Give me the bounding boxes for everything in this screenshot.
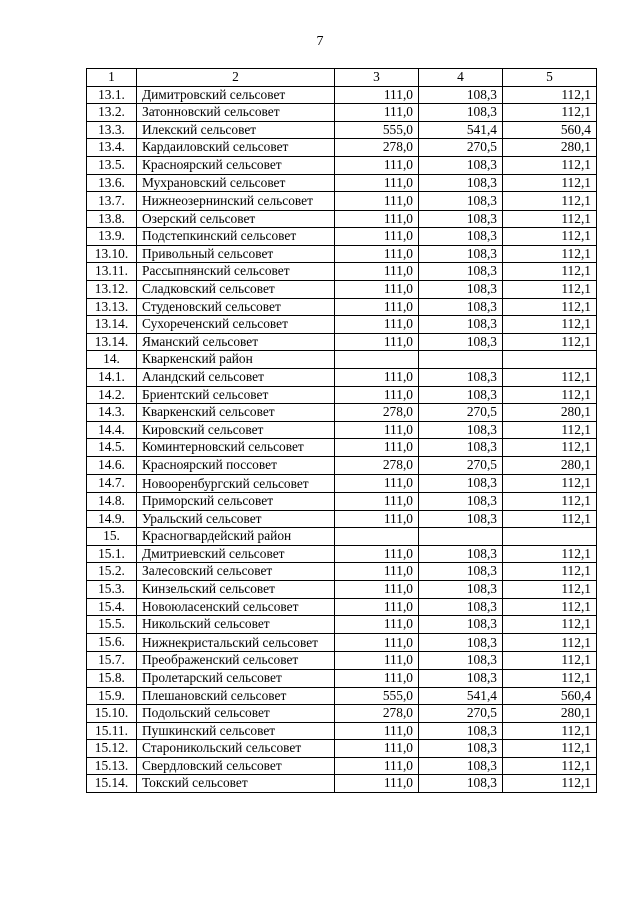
row-value-col3-cell: 111,0 <box>335 174 419 192</box>
row-value-col5-cell: 112,1 <box>503 174 597 192</box>
row-value-col5-cell: 280,1 <box>503 705 597 723</box>
row-value-col5-cell: 112,1 <box>503 104 597 122</box>
row-value-col5-cell: 112,1 <box>503 493 597 511</box>
row-name-cell: Токский сельсовет <box>137 775 335 793</box>
table-row <box>87 545 597 563</box>
table-row <box>87 687 597 705</box>
row-value-col4-cell: 108,3 <box>419 757 503 775</box>
row-value-col3-cell: 278,0 <box>335 705 419 723</box>
row-number-cell: 13.14. <box>87 333 137 351</box>
row-value-col3-cell: 111,0 <box>335 228 419 246</box>
row-value-col5-cell: 112,1 <box>503 298 597 316</box>
table-row <box>87 316 597 334</box>
row-number-cell: 15.7. <box>87 652 137 670</box>
row-value-col4-cell: 270,5 <box>419 705 503 723</box>
row-number-cell: 14.7. <box>87 474 137 493</box>
table-row <box>87 174 597 192</box>
row-name-cell: Красногвардейский район <box>137 528 335 546</box>
row-name-cell: Плешановский сельсовет <box>137 687 335 705</box>
table-row <box>87 386 597 404</box>
table-row <box>87 156 597 174</box>
row-number-cell: 13.11. <box>87 263 137 281</box>
row-value-col3-cell: 111,0 <box>335 245 419 263</box>
row-value-col5-cell: 112,1 <box>503 86 597 104</box>
table-row <box>87 528 597 546</box>
row-value-col3-cell: 111,0 <box>335 298 419 316</box>
table-row <box>87 581 597 599</box>
row-number-cell: 15.10. <box>87 705 137 723</box>
row-name-cell: Кваркенский сельсовет <box>137 404 335 422</box>
table-row <box>87 404 597 422</box>
row-value-col3-cell: 111,0 <box>335 474 419 493</box>
row-value-col4-cell: 108,3 <box>419 386 503 404</box>
row-number-cell: 14.5. <box>87 439 137 457</box>
row-value-col5-cell: 112,1 <box>503 616 597 634</box>
row-value-col4-cell: 541,4 <box>419 687 503 705</box>
row-number-cell: 13.14. <box>87 316 137 334</box>
row-name-cell: Красноярский поссовет <box>137 456 335 474</box>
table-row <box>87 474 597 493</box>
table-row <box>87 421 597 439</box>
table-header-row <box>87 69 597 87</box>
row-value-col4-cell: 270,5 <box>419 456 503 474</box>
row-name-cell: Староникольский сельсовет <box>137 740 335 758</box>
row-name-cell: Кваркенский район <box>137 351 335 369</box>
row-value-col4-cell: 108,3 <box>419 775 503 793</box>
row-value-col3-cell: 111,0 <box>335 775 419 793</box>
row-value-col5-cell: 112,1 <box>503 228 597 246</box>
row-number-cell: 14.2. <box>87 386 137 404</box>
row-value-col3-cell: 111,0 <box>335 210 419 228</box>
row-number-cell: 15.8. <box>87 669 137 687</box>
column-header: 4 <box>419 69 503 87</box>
row-number-cell: 15.2. <box>87 563 137 581</box>
row-name-cell: Илекский сельсовет <box>137 121 335 139</box>
row-name-cell: Новоюласенский сельсовет <box>137 598 335 616</box>
row-value-col4-cell: 270,5 <box>419 404 503 422</box>
row-value-col5-cell: 280,1 <box>503 404 597 422</box>
row-value-col5-cell: 112,1 <box>503 369 597 387</box>
table-row <box>87 563 597 581</box>
row-name-cell: Свердловский сельсовет <box>137 757 335 775</box>
row-value-col5-cell: 112,1 <box>503 210 597 228</box>
table-row <box>87 652 597 670</box>
row-value-col4-cell: 108,3 <box>419 156 503 174</box>
row-value-col4-cell: 108,3 <box>419 510 503 528</box>
row-value-col4-cell: 108,3 <box>419 598 503 616</box>
row-value-col4-cell: 108,3 <box>419 281 503 299</box>
row-value-col4-cell: 108,3 <box>419 86 503 104</box>
page-number: 7 <box>316 34 324 49</box>
row-value-col4-cell <box>419 351 503 369</box>
row-value-col5-cell: 112,1 <box>503 510 597 528</box>
table-row <box>87 192 597 211</box>
row-value-col5-cell: 112,1 <box>503 474 597 493</box>
row-value-col4-cell: 108,3 <box>419 298 503 316</box>
row-name-cell: Пролетарский сельсовет <box>137 669 335 687</box>
row-number-cell: 15.4. <box>87 598 137 616</box>
row-number-cell: 14. <box>87 351 137 369</box>
row-number-cell: 14.9. <box>87 510 137 528</box>
row-value-col3-cell: 111,0 <box>335 316 419 334</box>
row-number-cell: 14.4. <box>87 421 137 439</box>
row-number-cell: 15.14. <box>87 775 137 793</box>
row-value-col3-cell: 111,0 <box>335 281 419 299</box>
row-name-cell: Затонновский сельсовет <box>137 104 335 122</box>
row-name-cell: Нижнеозернинский сельсовет <box>137 192 335 211</box>
row-number-cell: 15. <box>87 528 137 546</box>
row-number-cell: 14.3. <box>87 404 137 422</box>
row-name-cell: Яманский сельсовет <box>137 333 335 351</box>
row-value-col4-cell: 108,3 <box>419 616 503 634</box>
row-number-cell: 13.9. <box>87 228 137 246</box>
row-value-col5-cell: 112,1 <box>503 633 597 652</box>
row-number-cell: 13.6. <box>87 174 137 192</box>
row-name-cell: Никольский сельсовет <box>137 616 335 634</box>
row-name-cell: Нижнекристальский сельсовет <box>137 633 335 652</box>
row-value-col5-cell: 112,1 <box>503 333 597 351</box>
row-value-col4-cell: 108,3 <box>419 192 503 211</box>
row-value-col5-cell: 112,1 <box>503 281 597 299</box>
row-value-col4-cell: 108,3 <box>419 104 503 122</box>
row-value-col3-cell: 111,0 <box>335 333 419 351</box>
row-value-col5-cell: 112,1 <box>503 563 597 581</box>
row-name-cell: Дмитриевский сельсовет <box>137 545 335 563</box>
row-value-col3-cell: 111,0 <box>335 616 419 634</box>
row-value-col3-cell: 111,0 <box>335 369 419 387</box>
row-value-col4-cell: 108,3 <box>419 493 503 511</box>
row-value-col3-cell: 278,0 <box>335 139 419 157</box>
row-number-cell: 13.1. <box>87 86 137 104</box>
row-value-col5-cell: 112,1 <box>503 316 597 334</box>
row-value-col5-cell: 112,1 <box>503 545 597 563</box>
table-row <box>87 740 597 758</box>
row-name-cell: Пушкинский сельсовет <box>137 722 335 740</box>
row-value-col3-cell: 111,0 <box>335 192 419 211</box>
table-row <box>87 633 597 652</box>
row-value-col3-cell: 278,0 <box>335 456 419 474</box>
row-value-col5-cell: 112,1 <box>503 263 597 281</box>
row-value-col3-cell: 111,0 <box>335 156 419 174</box>
column-header: 2 <box>137 69 335 87</box>
row-name-cell: Кировский сельсовет <box>137 421 335 439</box>
row-value-col4-cell: 108,3 <box>419 439 503 457</box>
row-value-col3-cell: 111,0 <box>335 652 419 670</box>
row-value-col3-cell: 555,0 <box>335 687 419 705</box>
table-row <box>87 669 597 687</box>
row-value-col3-cell: 111,0 <box>335 386 419 404</box>
row-value-col3-cell <box>335 351 419 369</box>
row-value-col3-cell: 111,0 <box>335 563 419 581</box>
row-number-cell: 13.8. <box>87 210 137 228</box>
table-row <box>87 757 597 775</box>
row-value-col5-cell: 280,1 <box>503 456 597 474</box>
row-value-col4-cell: 108,3 <box>419 722 503 740</box>
row-number-cell: 14.6. <box>87 456 137 474</box>
row-number-cell: 13.10. <box>87 245 137 263</box>
row-number-cell: 15.13. <box>87 757 137 775</box>
row-value-col4-cell <box>419 528 503 546</box>
table-row <box>87 210 597 228</box>
row-value-col3-cell: 111,0 <box>335 669 419 687</box>
row-value-col4-cell: 108,3 <box>419 474 503 493</box>
row-name-cell: Привольный сельсовет <box>137 245 335 263</box>
table-row <box>87 493 597 511</box>
row-value-col4-cell: 108,3 <box>419 245 503 263</box>
row-value-col3-cell: 111,0 <box>335 421 419 439</box>
row-number-cell: 13.4. <box>87 139 137 157</box>
table-row <box>87 245 597 263</box>
row-name-cell: Рассыпнянский сельсовет <box>137 263 335 281</box>
row-number-cell: 13.2. <box>87 104 137 122</box>
row-value-col3-cell: 111,0 <box>335 104 419 122</box>
row-value-col5-cell: 280,1 <box>503 139 597 157</box>
table-row <box>87 281 597 299</box>
table-row <box>87 333 597 351</box>
row-value-col3-cell: 111,0 <box>335 581 419 599</box>
row-value-col5-cell: 112,1 <box>503 652 597 670</box>
row-value-col5-cell: 560,4 <box>503 121 597 139</box>
row-value-col5-cell: 112,1 <box>503 581 597 599</box>
row-value-col4-cell: 108,3 <box>419 652 503 670</box>
row-value-col5-cell: 112,1 <box>503 386 597 404</box>
row-value-col3-cell <box>335 528 419 546</box>
row-name-cell: Аландский сельсовет <box>137 369 335 387</box>
row-value-col5-cell: 112,1 <box>503 156 597 174</box>
row-number-cell: 15.9. <box>87 687 137 705</box>
row-name-cell: Мухрановский сельсовет <box>137 174 335 192</box>
row-value-col5-cell: 112,1 <box>503 192 597 211</box>
row-name-cell: Подольский сельсовет <box>137 705 335 723</box>
row-value-col3-cell: 111,0 <box>335 493 419 511</box>
row-value-col5-cell: 112,1 <box>503 439 597 457</box>
row-value-col4-cell: 108,3 <box>419 333 503 351</box>
row-value-col3-cell: 278,0 <box>335 404 419 422</box>
row-value-col5-cell: 112,1 <box>503 245 597 263</box>
row-name-cell: Преображенский сельсовет <box>137 652 335 670</box>
row-name-cell: Приморский сельсовет <box>137 493 335 511</box>
row-value-col4-cell: 108,3 <box>419 421 503 439</box>
row-number-cell: 13.7. <box>87 192 137 211</box>
table-row <box>87 86 597 104</box>
row-value-col4-cell: 108,3 <box>419 228 503 246</box>
row-name-cell: Димитровский сельсовет <box>137 86 335 104</box>
table-row <box>87 139 597 157</box>
column-header: 3 <box>335 69 419 87</box>
table-row <box>87 104 597 122</box>
row-number-cell: 14.1. <box>87 369 137 387</box>
row-number-cell: 15.5. <box>87 616 137 634</box>
row-value-col4-cell: 108,3 <box>419 263 503 281</box>
table-row <box>87 775 597 793</box>
row-value-col4-cell: 108,3 <box>419 740 503 758</box>
table-row <box>87 705 597 723</box>
row-value-col5-cell: 112,1 <box>503 598 597 616</box>
row-name-cell: Студеновский сельсовет <box>137 298 335 316</box>
row-value-col3-cell: 111,0 <box>335 439 419 457</box>
table-row <box>87 439 597 457</box>
table-row <box>87 598 597 616</box>
row-value-col3-cell: 555,0 <box>335 121 419 139</box>
row-name-cell: Красноярский сельсовет <box>137 156 335 174</box>
row-number-cell: 15.3. <box>87 581 137 599</box>
table-row <box>87 121 597 139</box>
table-body <box>87 69 597 793</box>
row-number-cell: 15.12. <box>87 740 137 758</box>
row-value-col3-cell: 111,0 <box>335 633 419 652</box>
row-name-cell: Уральский сельсовет <box>137 510 335 528</box>
row-value-col3-cell: 111,0 <box>335 598 419 616</box>
row-number-cell: 15.11. <box>87 722 137 740</box>
table-row <box>87 351 597 369</box>
row-value-col3-cell: 111,0 <box>335 545 419 563</box>
row-value-col4-cell: 108,3 <box>419 174 503 192</box>
row-value-col5-cell: 112,1 <box>503 421 597 439</box>
row-number-cell: 13.3. <box>87 121 137 139</box>
row-number-cell: 13.12. <box>87 281 137 299</box>
row-name-cell: Сладковский сельсовет <box>137 281 335 299</box>
table-row <box>87 298 597 316</box>
row-value-col5-cell: 112,1 <box>503 669 597 687</box>
table-row <box>87 722 597 740</box>
row-value-col4-cell: 108,3 <box>419 210 503 228</box>
table-row <box>87 456 597 474</box>
row-value-col4-cell: 270,5 <box>419 139 503 157</box>
row-value-col5-cell: 112,1 <box>503 722 597 740</box>
row-value-col4-cell: 108,3 <box>419 633 503 652</box>
row-value-col3-cell: 111,0 <box>335 86 419 104</box>
row-number-cell: 15.6. <box>87 633 137 652</box>
row-value-col3-cell: 111,0 <box>335 263 419 281</box>
row-name-cell: Кардаиловский сельсовет <box>137 139 335 157</box>
row-value-col4-cell: 108,3 <box>419 316 503 334</box>
row-value-col3-cell: 111,0 <box>335 740 419 758</box>
table-row <box>87 263 597 281</box>
row-value-col5-cell: 112,1 <box>503 740 597 758</box>
table-row <box>87 369 597 387</box>
row-name-cell: Кинзельский сельсовет <box>137 581 335 599</box>
row-name-cell: Новооренбургский сельсовет <box>137 474 335 493</box>
row-name-cell: Озерский сельсовет <box>137 210 335 228</box>
row-value-col5-cell: 112,1 <box>503 757 597 775</box>
row-value-col4-cell: 108,3 <box>419 545 503 563</box>
row-value-col4-cell: 541,4 <box>419 121 503 139</box>
row-value-col4-cell: 108,3 <box>419 563 503 581</box>
row-number-cell: 13.5. <box>87 156 137 174</box>
row-value-col4-cell: 108,3 <box>419 369 503 387</box>
row-value-col3-cell: 111,0 <box>335 722 419 740</box>
data-table <box>86 68 597 793</box>
row-value-col4-cell: 108,3 <box>419 581 503 599</box>
row-name-cell: Сухореченский сельсовет <box>137 316 335 334</box>
row-number-cell: 15.1. <box>87 545 137 563</box>
row-name-cell: Коминтерновский сельсовет <box>137 439 335 457</box>
table-row <box>87 616 597 634</box>
row-value-col3-cell: 111,0 <box>335 757 419 775</box>
row-value-col5-cell <box>503 528 597 546</box>
row-value-col4-cell: 108,3 <box>419 669 503 687</box>
row-value-col5-cell: 560,4 <box>503 687 597 705</box>
row-name-cell: Подстепкинский сельсовет <box>137 228 335 246</box>
row-value-col5-cell <box>503 351 597 369</box>
table-row <box>87 510 597 528</box>
row-name-cell: Залесовский сельсовет <box>137 563 335 581</box>
row-name-cell: Бриентский сельсовет <box>137 386 335 404</box>
row-number-cell: 14.8. <box>87 493 137 511</box>
row-value-col5-cell: 112,1 <box>503 775 597 793</box>
column-header: 5 <box>503 69 597 87</box>
table-row <box>87 228 597 246</box>
row-value-col3-cell: 111,0 <box>335 510 419 528</box>
column-header: 1 <box>87 69 137 87</box>
row-number-cell: 13.13. <box>87 298 137 316</box>
